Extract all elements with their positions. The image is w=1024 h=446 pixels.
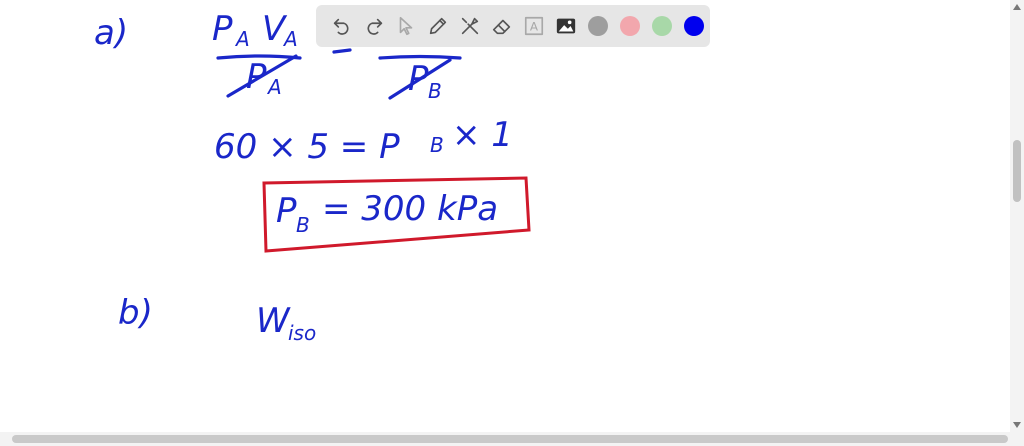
denominator-p-left: P <box>246 57 267 97</box>
pen-tool[interactable] <box>422 10 454 42</box>
result-p: P <box>276 191 297 231</box>
work-symbol: W <box>256 301 290 341</box>
tools-button[interactable] <box>454 10 486 42</box>
redo-button[interactable] <box>358 10 390 42</box>
vertical-scroll-thumb[interactable] <box>1013 140 1021 202</box>
horizontal-scroll-thumb[interactable] <box>12 435 1008 443</box>
eraser-icon <box>491 15 513 37</box>
color-swatch-pink[interactable] <box>620 16 640 36</box>
part-b-label: b) <box>118 293 153 333</box>
scroll-up-arrow-icon[interactable] <box>1013 4 1021 10</box>
svg-text:A: A <box>529 19 539 34</box>
result-p-subscript: B <box>296 213 310 237</box>
result-value: = 300 kPa <box>322 189 499 229</box>
text-tool[interactable] <box>518 10 550 42</box>
numerator-p: P <box>212 9 233 49</box>
pen-icon <box>427 15 449 37</box>
equation-line-2-subscript: B <box>430 133 444 157</box>
denominator-p-right-subscript: B <box>428 79 442 103</box>
part-a-label: a) <box>94 13 129 53</box>
pointer-tool[interactable] <box>390 10 422 42</box>
equals-sign-fragment <box>334 50 350 52</box>
vertical-scrollbar[interactable] <box>1010 0 1024 432</box>
tools-icon <box>459 15 481 37</box>
fraction-bar-right <box>380 57 460 59</box>
drawing-toolbar <box>316 5 710 47</box>
equation-line-2: 60 × 5 = P <box>214 127 400 167</box>
pointer-icon <box>395 15 417 37</box>
undo-button[interactable] <box>326 10 358 42</box>
numerator-v-subscript: A <box>284 27 298 51</box>
equation-line-2-tail: × 1 <box>452 115 513 155</box>
denominator-p-right: P <box>408 59 429 99</box>
redo-icon <box>363 15 385 37</box>
scroll-down-arrow-icon[interactable] <box>1013 422 1021 428</box>
image-icon <box>555 15 577 37</box>
work-subscript: iso <box>288 321 317 345</box>
undo-icon <box>331 15 353 37</box>
horizontal-scrollbar[interactable] <box>0 432 1024 446</box>
image-tool[interactable] <box>550 10 582 42</box>
color-swatch-gray[interactable] <box>588 16 608 36</box>
numerator-v: V <box>262 9 286 49</box>
denominator-p-left-subscript: A <box>268 75 282 99</box>
text-icon <box>523 15 545 37</box>
color-swatch-green[interactable] <box>652 16 672 36</box>
color-swatch-blue[interactable] <box>684 16 704 36</box>
numerator-p-subscript: A <box>236 27 250 51</box>
eraser-tool[interactable] <box>486 10 518 42</box>
